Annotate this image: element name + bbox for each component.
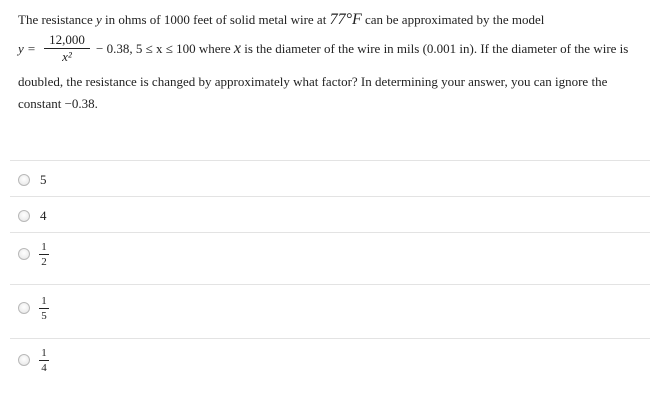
fraction: 1 2 bbox=[38, 241, 50, 268]
fraction: 1 4 bbox=[38, 347, 50, 374]
equation-rest: − 0.38, 5 ≤ x ≤ 100 bbox=[96, 41, 196, 56]
question-line-1: The resistance y in ohms of 1000 feet of solid metal wire at 77°F can be approximated by the model bbox=[18, 11, 545, 28]
option-4[interactable]: 4 bbox=[10, 196, 650, 233]
radio-button[interactable] bbox=[18, 174, 30, 186]
equation-fraction: 12,000 x² bbox=[42, 32, 92, 64]
temperature: 77°F bbox=[329, 11, 362, 28]
option-5[interactable]: 5 bbox=[10, 160, 650, 197]
radio-button[interactable] bbox=[18, 248, 30, 260]
option-one-fourth[interactable] bbox=[10, 338, 650, 389]
question-line-2: y = 12,000 x² − 0.38, 5 ≤ x ≤ 100 where x is the diameter of the wire in mils (0.001 in). If the diameter of the wire is bbox=[18, 32, 629, 64]
option-one-fifth[interactable] bbox=[10, 284, 650, 339]
question-line-4: constant −0.38. bbox=[18, 96, 98, 111]
radio-button[interactable] bbox=[18, 354, 30, 366]
radio-button[interactable] bbox=[18, 210, 30, 222]
equation-lhs: y = bbox=[18, 41, 36, 56]
fraction: 1 5 bbox=[38, 295, 50, 322]
question-line-3: doubled, the resistance is changed by approximately what factor? In determining your answer, you can ignore the bbox=[18, 74, 608, 89]
radio-button[interactable] bbox=[18, 302, 30, 314]
option-one-half[interactable] bbox=[10, 232, 650, 285]
